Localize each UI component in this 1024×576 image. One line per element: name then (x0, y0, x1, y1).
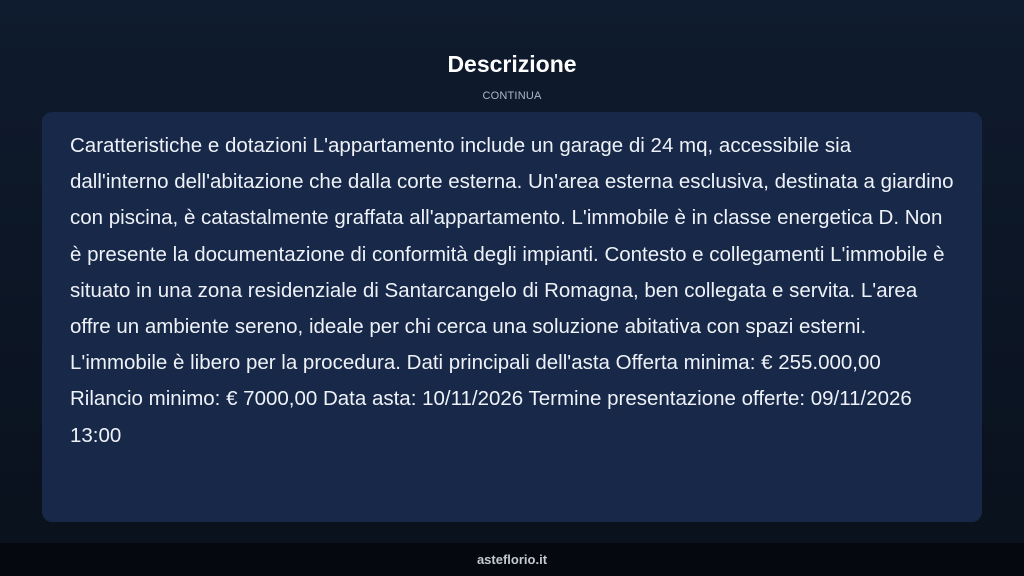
page-title: Descrizione (447, 51, 577, 77)
description-card (42, 112, 982, 522)
continue-label: CONTINUA (482, 90, 542, 102)
footer-brand: asteflorio.it (476, 552, 548, 567)
description-text: Caratteristiche e dotazioni L'appartamento include un garage di 24 mq, accessibile sia dall'interno dell'abitazione che dalla corte esterna. Un'area esterna esclusiva, destinata a giardino con piscina, è catastalmente graffata all'appartamento. L'immobile è in classe energetica D. Non è presente la documentazione di conformità degli impianti. Contesto e collegamenti L'immobile è situato in una zona residenziale di Santarcangelo di Romagna, ben collegata e servita. L'area offre un ambiente sereno, ideale per chi cerca una soluzione abitativa con spazi esterni. L'immobile è libero per la procedura. Dati principali dell'asta Offerta minima: € 255.000,00 Rilancio minimo: € 7000,00 Data asta: 10/11/2026 Termine presentazione offerte: 09/11/2026 13:00 (70, 134, 954, 447)
footer-bar (0, 543, 1024, 576)
